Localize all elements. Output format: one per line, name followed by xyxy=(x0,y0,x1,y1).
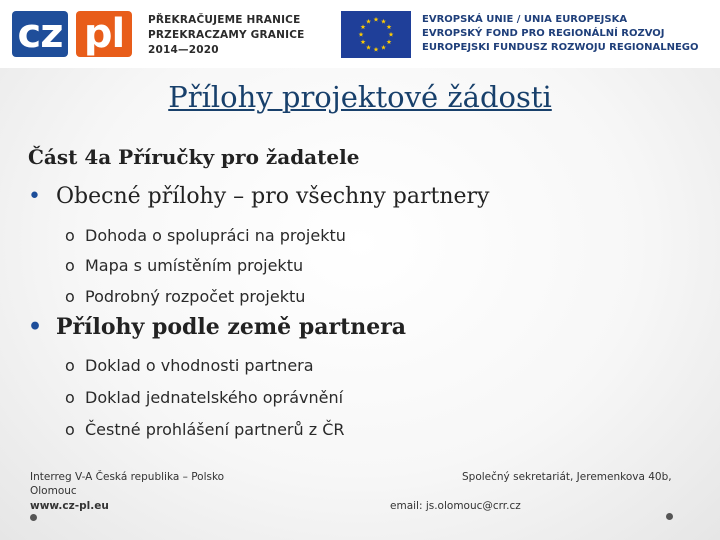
decorative-dot xyxy=(666,513,673,520)
circle-bullet-icon: o xyxy=(65,420,75,439)
footer-program-name: Interreg V-A Česká republika – Polsko xyxy=(30,471,225,483)
list-item-label: Doklad o vhodnosti partnera xyxy=(85,356,314,375)
footer-email: email: js.olomouc@crr.cz xyxy=(390,500,521,512)
decorative-dot xyxy=(30,514,37,521)
bullet-general-attachments xyxy=(28,184,490,209)
circle-bullet-icon: o xyxy=(65,287,75,306)
footer-website-link[interactable]: www.cz-pl.eu xyxy=(30,500,109,512)
list-item-label: Dohoda o spolupráci na projektu xyxy=(85,226,346,245)
footer-secretariat-address: Společný sekretariát, Jeremenkova 40b, xyxy=(462,471,672,483)
list-item xyxy=(65,356,314,375)
bullet-country-attachments xyxy=(28,314,406,340)
cz-logo: cz xyxy=(12,11,68,57)
list-item-label: Čestné prohlášení partnerů z ČR xyxy=(85,420,345,439)
list-item xyxy=(65,287,305,306)
program-period: 2014—2020 xyxy=(148,44,219,56)
circle-bullet-icon: o xyxy=(65,256,75,275)
circle-bullet-icon: o xyxy=(65,226,75,245)
slide-title: Přílohy projektové žádosti xyxy=(168,80,552,114)
eu-flag-icon xyxy=(341,11,411,58)
list-item xyxy=(65,256,303,275)
list-item-label: Doklad jednatelského oprávnění xyxy=(85,388,344,407)
list-item xyxy=(65,226,346,245)
list-item-label: Mapa s umístěním projektu xyxy=(85,256,304,275)
program-slogan-cz: PŘEKRAČUJEME HRANICE xyxy=(148,14,301,26)
eu-union-label: EVROPSKÁ UNIE / UNIA EUROPEJSKA xyxy=(422,14,628,25)
program-slogan-pl: PRZEKRACZAMY GRANICE xyxy=(148,29,305,41)
eu-fund-label-pl: EUROPEJSKI FUNDUSZ ROZWOJU REGIONALNEGO xyxy=(422,42,699,53)
pl-logo: pl xyxy=(76,11,132,57)
header-banner xyxy=(0,0,720,68)
bullet-label: Přílohy podle země partnera xyxy=(56,314,407,340)
circle-bullet-icon: o xyxy=(65,356,75,375)
bullet-label: Obecné přílohy – pro všechny partnery xyxy=(56,184,490,209)
circle-bullet-icon: o xyxy=(65,388,75,407)
list-item xyxy=(65,420,344,439)
section-heading: Část 4a Příručky pro žadatele xyxy=(28,145,360,169)
list-item-label: Podrobný rozpočet projektu xyxy=(85,287,306,306)
footer-city: Olomouc xyxy=(30,485,77,497)
bullet-icon: • xyxy=(28,314,43,340)
eu-fund-label-cz: EVROPSKÝ FOND PRO REGIONÁLNÍ ROZVOJ xyxy=(422,28,665,39)
list-item xyxy=(65,388,343,407)
bullet-icon: • xyxy=(28,184,41,209)
